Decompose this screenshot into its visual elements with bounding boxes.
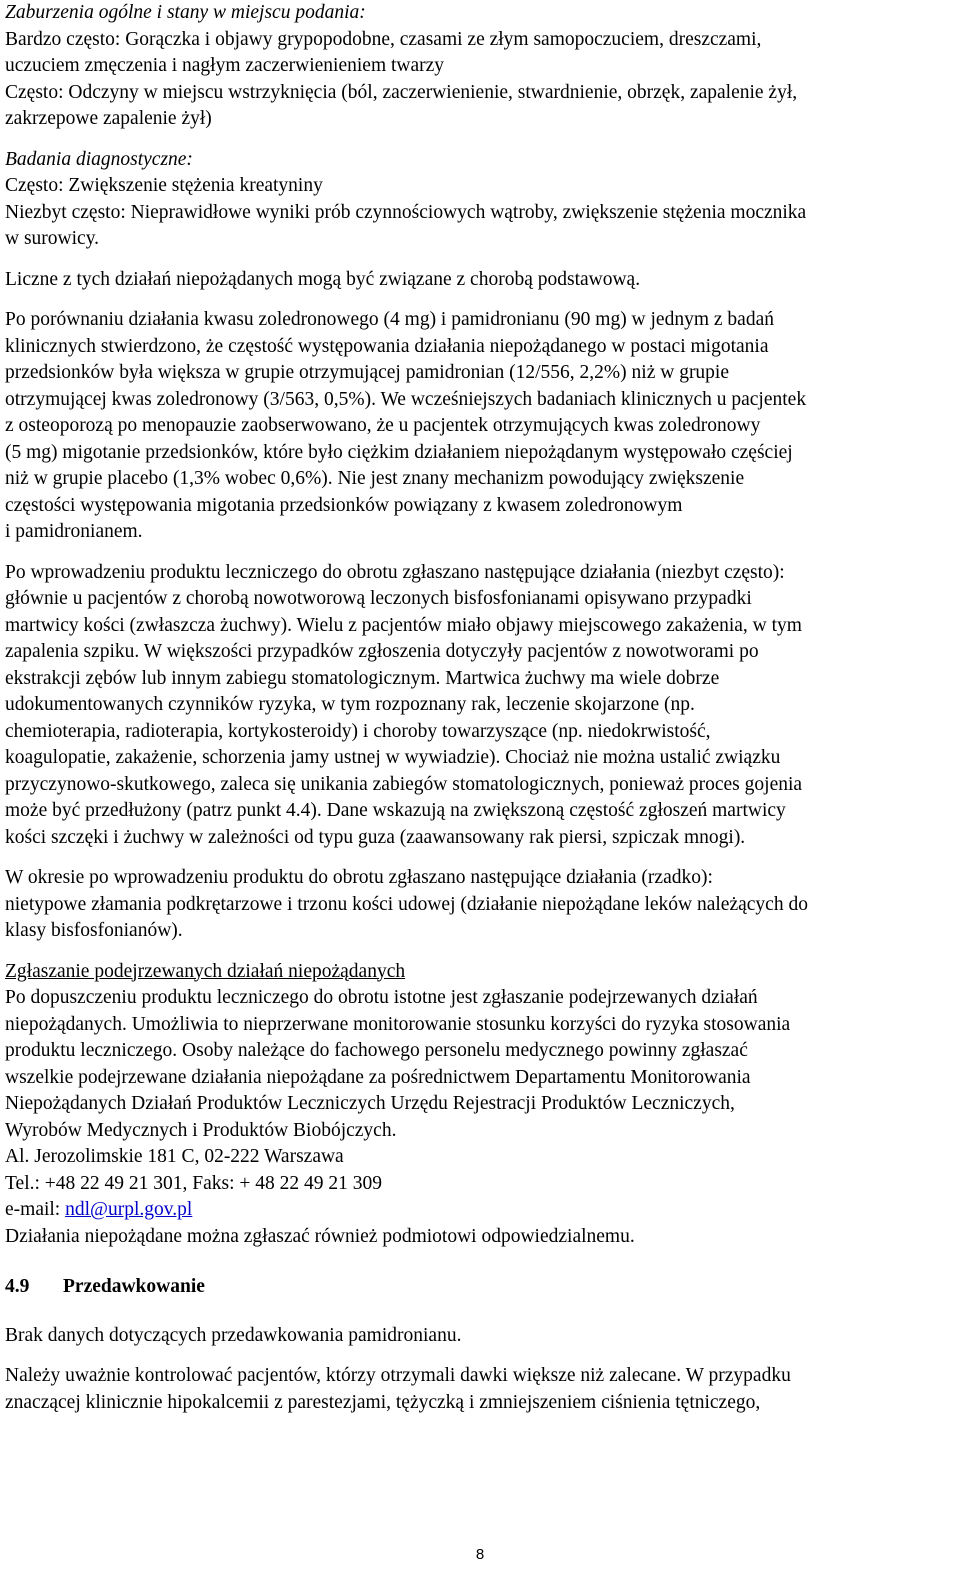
text-line: zapalenia szpiku. W większości przypadków zgłoszenia dotyczyły pacjentów z nowotworami po [5,641,759,662]
text-line: Często: Odczyny w miejscu wstrzyknięcia (ból, zaczerwienienie, stwardnienie, obrzęk, zapalenie żył, [5,81,798,103]
text-line: przedsionków była większa w grupie otrzymującej pamidronian (12/556, 2,2%) niż w grupie [5,362,730,383]
text-line: klasy bisfosfonianów). [5,920,183,941]
reporting-section [5,959,955,1251]
text-line: przyczynowo-skutkowego, zaleca się unikania zabiegów stomatologicznych, ponieważ proces gojenia [5,773,803,795]
phone-line: Tel.: +48 22 49 21 301, Faks: + 48 22 49 21 309 [5,1172,383,1194]
text-line: (5 mg) migotanie przedsionków, które było ciężkim działaniem niepożądanym występowało częściej [5,441,793,463]
overdose-paragraph-1 [5,1323,955,1350]
text-line: Niezbyt często: Nieprawidłowe wyniki prób czynnościowych wątroby, zwiększenie stężenia mocznika [5,201,807,223]
text-line: częstości występowania migotania przedsionków powiązany z kwasem zoledronowym [5,494,683,516]
text-line: Po porównaniu działania kwasu zoledronowego (4 mg) i pamidronianu (90 mg) w jednym z badań [5,309,774,330]
text-line: znaczącej klinicznie hipokalcemii z parestezjami, tężyczką i zmniejszeniem ciśnienia tętniczego, [5,1391,761,1413]
text-line: wszelkie podejrzewane działania niepożądane za pośrednictwem Departamentu Monitorowania [5,1066,751,1088]
text-line: Bardzo często: Gorączka i objawy grypopodobne, czasami ze złym samopoczuciem, dreszczami, [5,28,762,50]
text-line: produktu leczniczego. Osoby należące do fachowego personelu medycznego powinny zgłaszać [5,1040,748,1061]
email-label: e-mail: [5,1199,66,1220]
text-line: udokumentowanych czynników ryzyka, w tym rozpoznany rak, leczenie skojarzone (np. [5,694,695,715]
general-disorders-section [5,0,955,133]
text-line: ekstrakcji zębów lub innym zabiegu stomatologicznym. Martwica żuchwy ma wiele dobrze [5,667,720,689]
underlying-disease-paragraph [5,267,955,294]
text-line: z osteoporozą po menopauzie zaobserwowano, że u pacjentek otrzymujących kwas zoledronowy [5,415,761,436]
text-line: w surowicy. [5,228,100,249]
email-link[interactable]: ndl@urpl.gov.pl [65,1199,193,1220]
text-line: klinicznych stwierdzono, że częstość występowania działania niepożądanego w postaci migotania [5,335,769,357]
text-line: Po dopuszczeniu produktu leczniczego do obrotu istotne jest zgłaszanie podejrzewanych działań [5,987,758,1008]
text-line: Należy uważnie kontrolować pacjentów, którzy otrzymali dawki większe niż zalecane. W przypadku [5,1365,791,1386]
text-line: niepożądanych. Umożliwia to nieprzerwane monitorowanie stosunku korzyści do ryzyka stosowania [5,1013,791,1035]
text-line: Po wprowadzeniu produktu leczniczego do obrotu zgłaszano następujące działania (niezbyt często): [5,561,785,583]
diagnostics-section [5,147,955,253]
text-line: kości szczęki i żuchwy w zależności od typu guza (zaawansowany rak piersi, szpiczak mnogi). [5,826,746,848]
text-line: głównie u pacjentów z chorobą nowotworową leczonych bisfosfonianami opisywano przypadki [5,588,752,609]
overdose-paragraph-2 [5,1363,955,1416]
text-line: uczuciem zmęczenia i nagłym zaczerwienieniem twarzy [5,55,445,76]
text-line: koagulopatie, zakażenie, schorzenia jamy ustnej w wywiadzie). Chociaż nie można ustalić związku [5,747,781,768]
atrial-fibrillation-paragraph [5,307,955,546]
address-line: Al. Jerozolimskie 181 C, 02-222 Warszawa [5,1146,344,1167]
general-disorders-heading: Zaburzenia ogólne i stany w miejscu podania: [5,2,366,23]
section-heading-overdose [5,1274,955,1301]
page-number: 8 [475,1546,485,1563]
atypical-fractures-paragraph [5,865,955,945]
text-line: chemioterapia, radioterapia, kortykosteroidy) i choroby towarzyszące (np. niedokrwistość, [5,720,711,742]
text-line: zakrzepowe zapalenie żył) [5,108,212,129]
reporting-heading: Zgłaszanie podejrzewanych działań niepożądanych [5,960,406,982]
text-line: Niepożądanych Działań Produktów Leczniczych Urzędu Rejestracji Produktów Leczniczych, [5,1093,735,1114]
email-line [5,1197,955,1224]
text-line: Działania niepożądane można zgłaszać również podmiotowi odpowiedzialnemu. [5,1225,635,1247]
diagnostics-heading: Badania diagnostyczne: [5,148,193,170]
text-line: Często: Zwiększenie stężenia kreatyniny [5,175,323,196]
text-line: i pamidronianem. [5,521,143,542]
text-line: niż w grupie placebo (1,3% wobec 0,6%). Nie jest znany mechanizm powodujący zwiększenie [5,468,745,489]
osteonecrosis-paragraph [5,560,955,852]
text-line: Wyrobów Medycznych i Produktów Biobójczych. [5,1119,397,1141]
section-number: 4.9 [5,1276,30,1297]
text-line: W okresie po wprowadzeniu produktu do obrotu zgłaszano następujące działania (rzadko): [5,867,713,888]
text-line: Liczne z tych działań niepożądanych mogą być związane z chorobą podstawową. [5,268,641,290]
document-page [5,0,955,1416]
section-title: Przedawkowanie [63,1276,205,1297]
text-line: może być przedłużony (patrz punkt 4.4). Dane wskazują na zwiększoną częstość zgłoszeń martwicy [5,800,786,821]
text-line: nietypowe złamania podkrętarzowe i trzonu kości udowej (działanie niepożądane leków należących do [5,893,808,915]
text-line: martwicy kości (zwłaszcza żuchwy). Wielu z pacjentów miało objawy miejscowego zakażenia, w tym [5,614,802,636]
text-line: Brak danych dotyczących przedawkowania pamidronianu. [5,1324,462,1346]
text-line: otrzymującej kwas zoledronowy (3/563, 0,5%). We wcześniejszych badaniach klinicznych u pacjentek [5,388,807,410]
